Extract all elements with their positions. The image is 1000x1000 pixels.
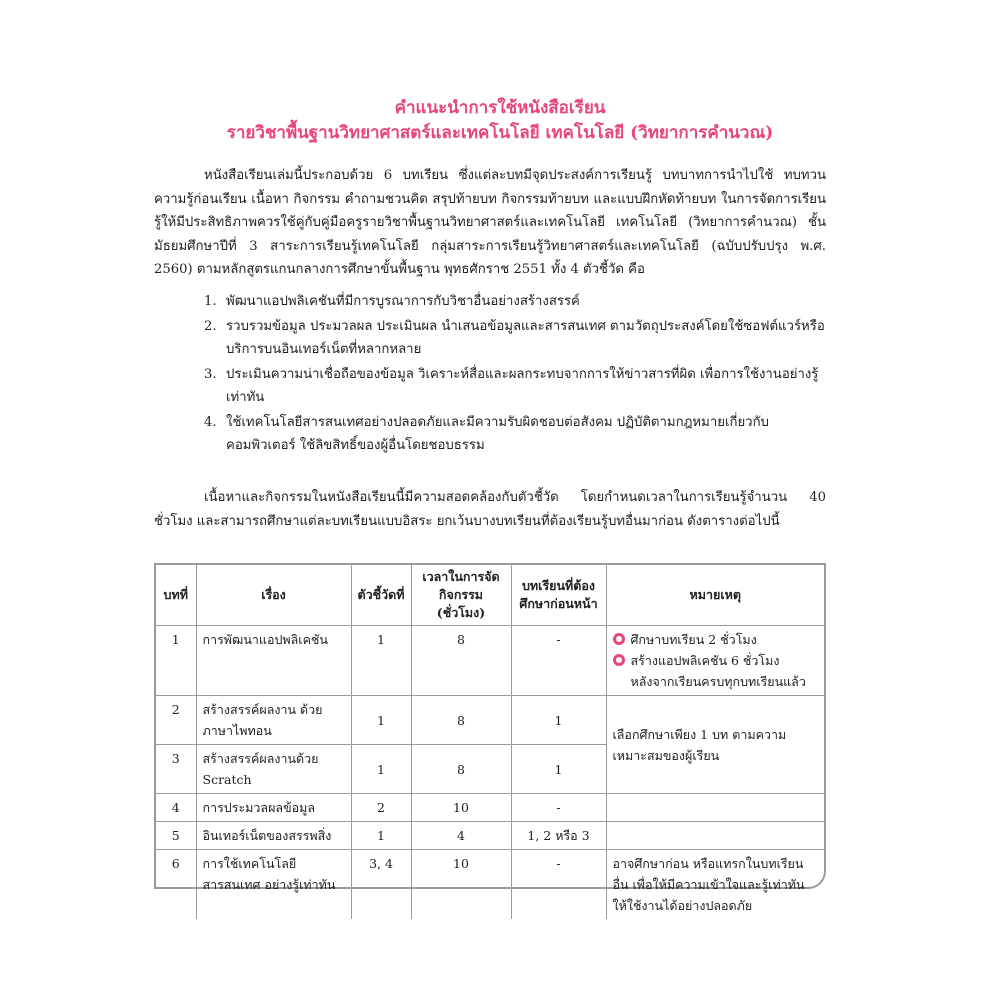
cell-prereq: 1 — [511, 745, 606, 794]
cell-prereq: - — [511, 626, 606, 696]
table-row — [156, 626, 824, 696]
cell-indicator: 1 — [351, 696, 411, 745]
cell-indicator: 1 — [351, 626, 411, 696]
header-chapter: บทที่ — [156, 565, 196, 626]
cell-chapter: 5 — [156, 822, 196, 850]
pink-circle-bullet-icon — [613, 633, 625, 645]
indicator-list — [154, 290, 826, 459]
list-number: 4. — [204, 415, 217, 430]
table-row — [156, 850, 824, 920]
cell-note — [606, 626, 824, 696]
cell-time: 4 — [411, 822, 511, 850]
header-time: เวลาในการจัด กิจกรรม (ชั่วโมง) — [411, 565, 511, 626]
cell-chapter: 3 — [156, 745, 196, 794]
list-text: ใช้เทคโนโลยีสารสนเทศอย่างปลอดภัยและมีความรับผิดชอบต่อสังคม ปฏิบัติตามกฎหมายเกี่ยวกับคอมพิวเตอร์ ใช้ลิขสิทธิ์ของผู้อื่นโดยชอบธรรม — [226, 415, 769, 453]
cell-note: อาจศึกษาก่อน หรือแทรกในบทเรียนอื่น เพื่อให้มีความเข้าใจและรู้เท่าทัน ให้ใช้งานได้อย่างปลอดภัย — [606, 850, 824, 920]
note-text: สร้างแอปพลิเคชัน 6 ชั่วโมง — [630, 653, 780, 668]
table-row — [156, 696, 824, 745]
table-row — [156, 822, 824, 850]
cell-topic: สร้างสรรค์ผลงานด้วย Scratch — [196, 745, 351, 794]
intro-text: หนังสือเรียนเล่มนี้ประกอบด้วย 6 บทเรียน ซึ่งแต่ละบทมีจุดประสงค์การเรียนรู้ บทบาทการนำไปใช้ ทบทวนความรู้ก่อนเรียน เนื้อหา กิจกรรม คำถามชวนคิด สรุปท้ายบท กิจกรรมท้ายบท และแบบฝึกหัดท้ายบท ในการจัดการเรียนรู้ให้มีประสิทธิภาพควรใช้คู่กับคู่มือครูรายวิชาพื้นฐานวิทยาศาสตร์และเทคโนโลยี เทคโนโลยี (วิทยาการคำนวณ) ชั้นมัธยมศึกษาปีที่ 3 สาระการเรียนรู้เทคโนโลยี กลุ่มสาระการเรียนรู้วิทยาศาสตร์และเทคโนโลยี (ฉบับปรับปรุง พ.ศ. 2560) ตามหลักสูตรแกนกลางการศึกษาขั้นพื้นฐาน พุทธศักราช 2551 ทั้ง 4 ตัวชี้วัด คือ — [154, 168, 826, 277]
list-text: รวบรวมข้อมูล ประมวลผล ประเมินผล นำเสนอข้อมูลและสารสนเทศ ตามวัตถุประสงค์โดยใช้ซอฟต์แวร์หรือบริการบนอินเทอร์เน็ตที่หลากหลาย — [226, 319, 825, 357]
content-paragraph — [154, 486, 826, 533]
cell-note — [606, 822, 824, 850]
cell-prereq: - — [511, 794, 606, 822]
list-number: 2. — [204, 319, 217, 334]
cell-topic: การใช้เทคโนโลยีสารสนเทศ อย่างรู้เท่าทัน — [196, 850, 351, 920]
note-text: ศึกษาบทเรียน 2 ชั่วโมง — [630, 632, 757, 647]
cell-time: 8 — [411, 696, 511, 745]
cell-time: 8 — [411, 745, 511, 794]
cell-time: 10 — [411, 794, 511, 822]
content-text: เนื้อหาและกิจกรรมในหนังสือเรียนนี้มีความสอดคล้องกับตัวชี้วัด โดยกำหนดเวลาในการเรียนรู้จำนวน 40 ชั่วโมง และสามารถศึกษาแต่ละบทเรียนแบบอิสระ ยกเว้นบางบทเรียนที่ต้องเรียนรู้บทอื่นมาก่อน ดังตารางต่อไปนี้ — [154, 490, 826, 529]
cell-indicator: 2 — [351, 794, 411, 822]
cell-time: 10 — [411, 850, 511, 920]
page-title: คำแนะนำการใช้หนังสือเรียน — [394, 98, 606, 118]
pink-circle-bullet-icon — [613, 654, 625, 666]
list-number: 3. — [204, 367, 217, 382]
header-indicator: ตัวชี้วัดที่ — [351, 565, 411, 626]
list-text: พัฒนาแอปพลิเคชันที่มีการบูรณาการกับวิชาอื่นอย่างสร้างสรรค์ — [226, 294, 580, 309]
list-item — [154, 315, 826, 361]
cell-chapter: 6 — [156, 850, 196, 920]
list-item — [154, 411, 826, 457]
intro-paragraph — [154, 164, 826, 282]
list-item — [154, 363, 826, 409]
cell-topic: การประมวลผลข้อมูล — [196, 794, 351, 822]
cell-indicator: 1 — [351, 745, 411, 794]
note-continuation: หลังจากเรียนครบทุกบทเรียนแล้ว — [630, 674, 806, 689]
cell-topic: สร้างสรรค์ผลงาน ด้วยภาษาไพทอน — [196, 696, 351, 745]
cell-prereq: - — [511, 850, 606, 920]
cell-note: เลือกศึกษาเพียง 1 บท ตามความเหมาะสมของผู้เรียน — [606, 696, 824, 794]
cell-topic: อินเทอร์เน็ตของสรรพสิ่ง — [196, 822, 351, 850]
cell-indicator: 3, 4 — [351, 850, 411, 920]
table-header-row — [156, 565, 824, 626]
table-row — [156, 794, 824, 822]
list-text: ประเมินความน่าเชื่อถือของข้อมูล วิเคราะห์สื่อและผลกระทบจากการให้ข่าวสารที่ผิด เพื่อการใช้งานอย่างรู้เท่าทัน — [226, 367, 819, 405]
cell-prereq: 1 — [511, 696, 606, 745]
header-prereq: บทเรียนที่ต้อง ศึกษาก่อนหน้า — [511, 565, 606, 626]
list-number: 1. — [204, 294, 217, 309]
cell-topic: การพัฒนาแอปพลิเคชัน — [196, 626, 351, 696]
cell-chapter: 1 — [156, 626, 196, 696]
header-note: หมายเหตุ — [606, 565, 824, 626]
cell-chapter: 2 — [156, 696, 196, 745]
schedule-table-frame — [154, 563, 826, 913]
note-item — [613, 629, 819, 650]
list-item — [154, 290, 826, 313]
schedule-table — [156, 565, 824, 919]
cell-prereq: 1, 2 หรือ 3 — [511, 822, 606, 850]
cell-note — [606, 794, 824, 822]
note-item — [613, 650, 819, 671]
cell-indicator: 1 — [351, 822, 411, 850]
cell-chapter: 4 — [156, 794, 196, 822]
header-topic: เรื่อง — [196, 565, 351, 626]
cell-time: 8 — [411, 626, 511, 696]
page-subtitle: รายวิชาพื้นฐานวิทยาศาสตร์และเทคโนโลยี เทคโนโลยี (วิทยาการคำนวณ) — [226, 123, 774, 143]
